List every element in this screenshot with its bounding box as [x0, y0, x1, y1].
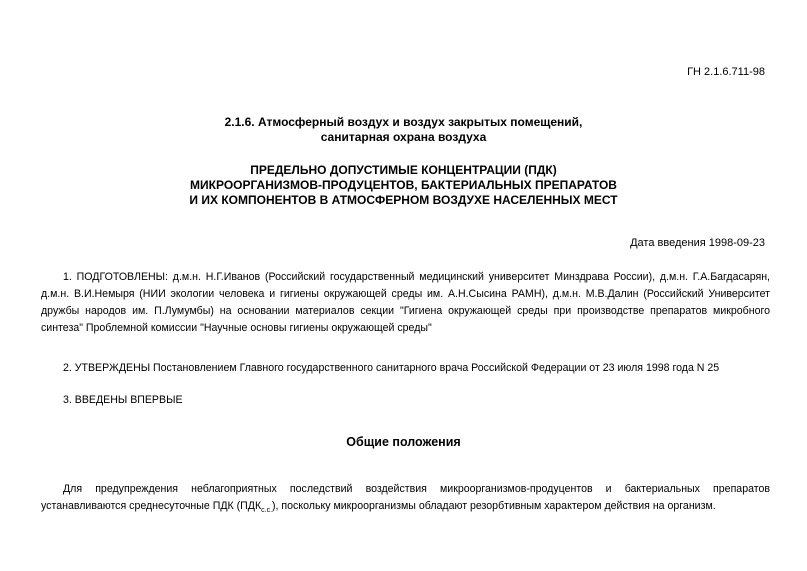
main-title-line-2: МИКРООРГАНИЗМОВ-ПРОДУЦЕНТОВ, БАКТЕРИАЛЬНЫХ ПРЕПАРАТОВ [190, 178, 617, 192]
prepared-by-line-4: синтеза" Проблемной комиссии "Научные основы гигиены окружающей среды" [41, 322, 432, 334]
paragraph-approved [57, 360, 770, 377]
general-line-2-end: ), поскольку микроорганизмы обладают резорбтивным характером действия на организм. [272, 500, 716, 512]
prepared-by-line-3: дружбы народов им. П.Лумумбы) на основании материалов секции "Гигиена окружающей среды при производстве препаратов микробного [41, 305, 770, 317]
paragraph-prepared-by [41, 269, 770, 337]
approved-text: 2. УТВЕРЖДЕНЫ Постановлением Главного государственного санитарного врача Российской Федерации от 23 июля 1998 года N 25 [63, 362, 720, 374]
general-line-2 [41, 498, 770, 519]
main-title-line-3: И ИХ КОМПОНЕНТОВ В АТМОСФЕРНОМ ВОЗДУХЕ НАСЕЛЕННЫХ МЕСТ [189, 193, 618, 207]
pdk-subscript: с.с. [261, 507, 273, 515]
section-title [0, 115, 807, 145]
paragraph-introduced [57, 392, 770, 409]
general-line-1: Для предупреждения неблагоприятных последствий воздействия микроорганизмов-продуцентов и бактериальных препаратов [63, 483, 770, 495]
main-title [0, 163, 807, 208]
introduced-text: 3. ВВЕДЕНЫ ВПЕРВЫЕ [63, 394, 183, 406]
section-title-line-2: санитарная охрана воздуха [320, 130, 487, 144]
document-code: ГН 2.1.6.711-98 [687, 66, 765, 78]
general-line-2-start: устанавливаются среднесуточные ПДК (ПДК [41, 500, 262, 512]
introduction-date: Дата введения 1998-09-23 [630, 237, 765, 249]
main-title-line-1: ПРЕДЕЛЬНО ДОПУСТИМЫЕ КОНЦЕНТРАЦИИ (ПДК) [250, 163, 557, 177]
prepared-by-line-2: д.м.н. В.И.Немыря (НИИ экологии человека и гигиены окружающей среды им. А.Н.Сысина РАМН), д.м.н. М.В.Далин (Российский Университет [41, 288, 770, 300]
section-title-line-1: 2.1.6. Атмосферный воздух и воздух закрытых помещений, [224, 115, 583, 129]
section-heading-general: Общие положения [346, 435, 461, 449]
paragraph-general-provisions [41, 481, 770, 519]
prepared-by-line-1: 1. ПОДГОТОВЛЕНЫ: д.м.н. Н.Г.Иванов (Российский государственный медицинский университет Минздрава России), д.м.н. Г.А.Багдасарян, [63, 271, 770, 283]
